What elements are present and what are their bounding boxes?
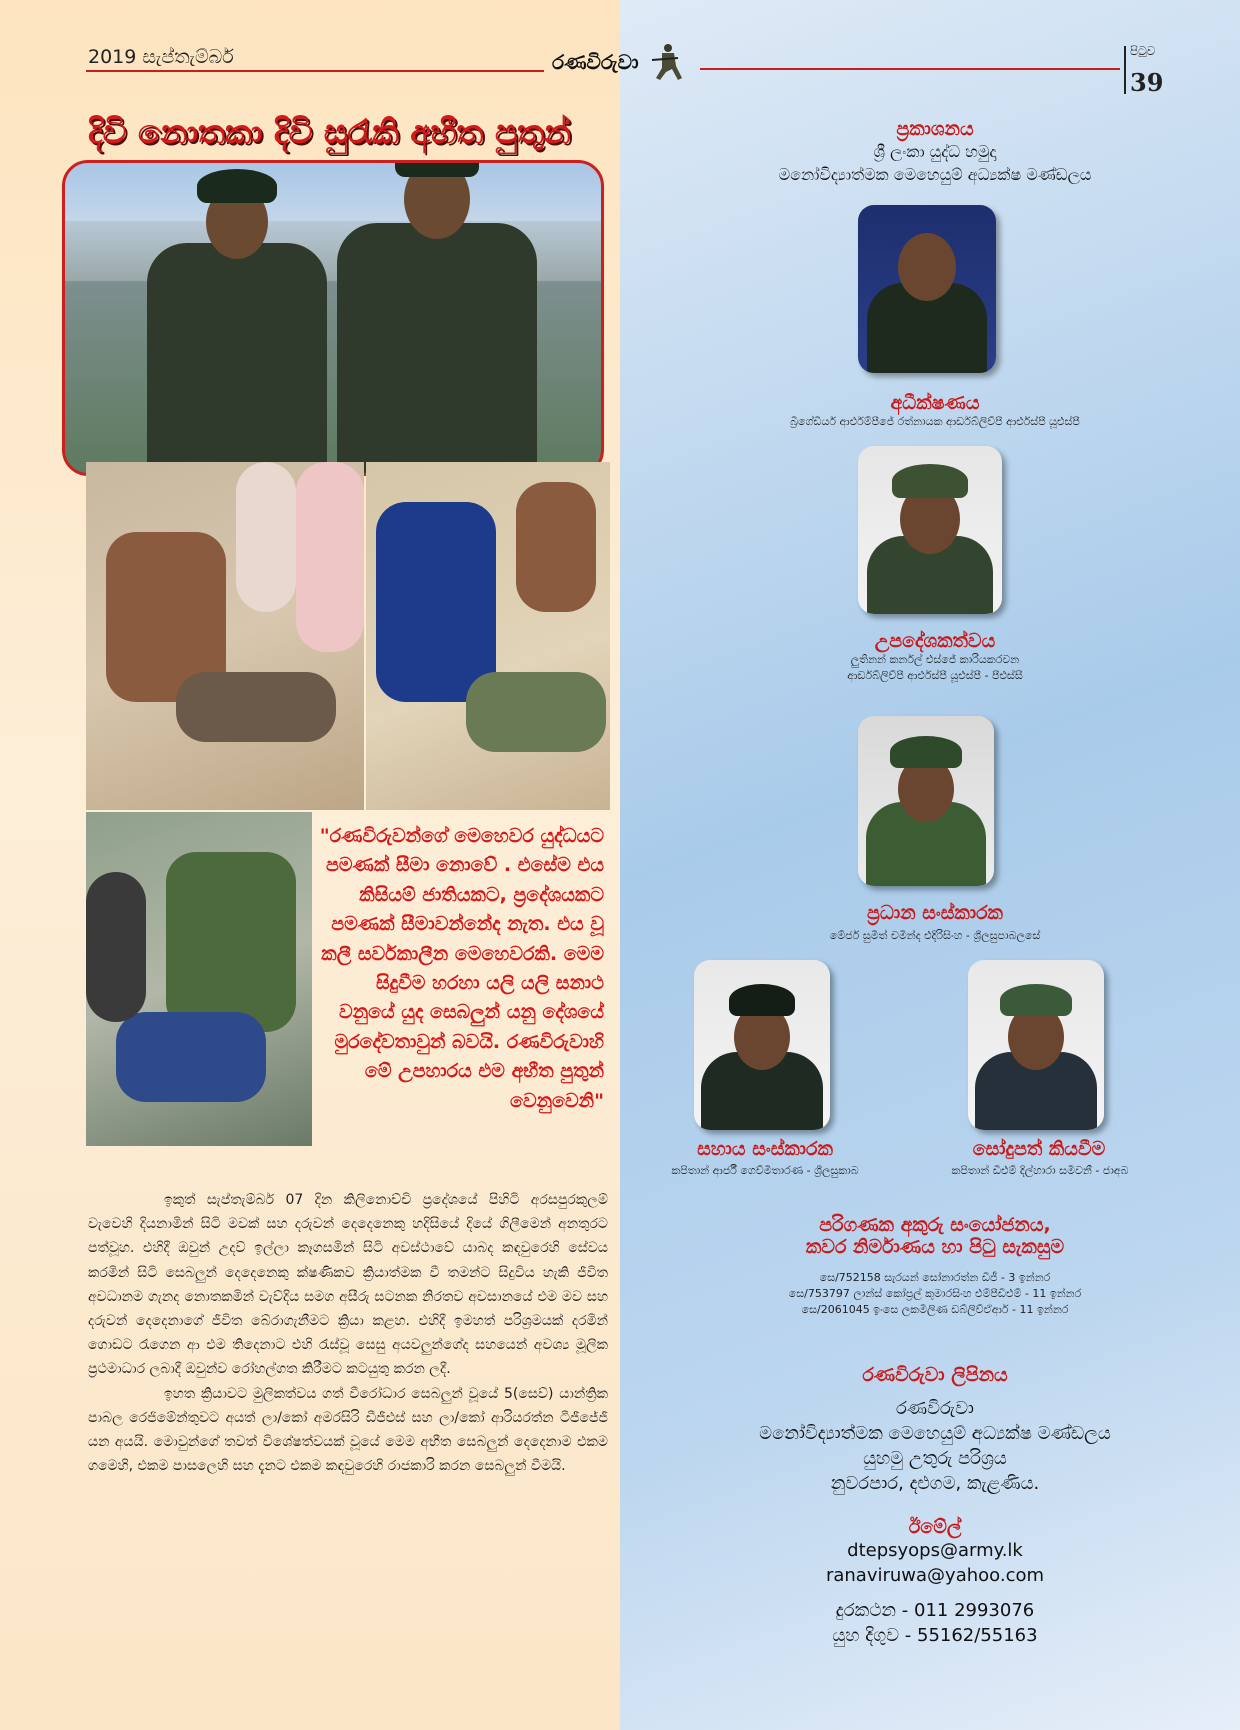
chief-editor-portrait bbox=[858, 716, 994, 886]
chief-editor-name: මේජර් සුමිත් චමින්ද එදිරිසිංහ - ශ්‍රීලසුපාබලසේ bbox=[829, 929, 1041, 942]
pull-quote: "රණවිරුවන්ගේ මෙහෙවර යුද්ධයට පමණක් සීමා නොවේ . එසේම එය කිසියම් ජාතියකට, ප්‍රදේශයකට පමණක් සීමාවන්නේද නැත. එය වූ කලී සර්වකාලීන මෙහෙවරකි. මෙම සිදුවීම හරහා යලි යලි සනාථ වනුයේ යුද සෙබලුන් යනු දේශයේ මුරදේවතාවුන් බවයි. රණවිරුවාහි මේ උපහාරය එම අභීත පුතුන් වෙනුවෙනි" bbox=[319, 825, 604, 1112]
page-number: 39 bbox=[1130, 68, 1164, 97]
peaked-cap bbox=[890, 736, 962, 768]
advisor-block bbox=[640, 630, 1230, 684]
face bbox=[898, 233, 956, 301]
proofreader-portrait bbox=[968, 960, 1104, 1130]
supervisor-portrait bbox=[858, 205, 996, 373]
peaked-cap bbox=[1000, 984, 1072, 1016]
phone-separator: - bbox=[901, 1600, 914, 1621]
rescue-photo-3 bbox=[86, 812, 312, 1146]
victim-figure bbox=[466, 672, 606, 752]
article-body bbox=[88, 1188, 608, 1478]
office-line2: මනෝවිද්‍යාත්මක මෙහෙයුම් අධ්‍යක්ෂ මණ්ඩලය bbox=[759, 1423, 1111, 1444]
bystander-figure bbox=[236, 462, 296, 612]
email-yahoo[interactable]: ranaviruwa@yahoo.com bbox=[825, 1565, 1045, 1586]
body-paragraph: ඉකුත් සැප්තැම්බර් 07 දින කිලිනොච්චි ප්‍රදේශයේ පිහිටි අරසපුරකුලම් වැවෙහි දියනාමින් සිටි මවක් සහ දරුවන් දෙදෙනෙකු හදිසියේ දියේ ගිලීමෙන් අනතුරට පත්වූහ. එහිදී ඔවුන් උදව් ඉල්ලා කෑගසමින් සිටි අවස්ථාවේ යාබද කඳවුරෙහි සේවය කරමින් සිටි සෙබලුන් දෙදෙනෙකු ක්ෂණිකව ක්‍රියාත්මක වී තමන්ට සිදුවිය හැකි ජීවිත අවධානම ගැනද නොතකමින් වැව්දිය සමග අසීරු සටනක නිරතව අවසානයේ එම මව සහ දරුවන් දෙදෙනාගේ ජීවිත බේරාගැනීමට ක්‍රියා කළහ. එහිදී ඉමහත් පරිශ්‍රමයක් දරමින් ගොඩට රැගෙන ආ එම තිදෙනාට එහි රැස්වූ සෙසු අයවලුන්ගේද සහයෙන් අවශ්‍ය මූලික ප්‍රථමාධාර ලබාදී ඔවුන්ව රෝහල්ගත කිරීමට කටයුතු කරන ලදී. bbox=[88, 1192, 608, 1378]
rescue-photo-1 bbox=[86, 462, 364, 810]
soldiers-photo bbox=[62, 160, 604, 476]
body-paragraph: ඉහත ක්‍රියාවට මුලිකත්වය ගත් වීරෝධාර සෙබලුන් වූයේ 5(සෙව්) යාන්ත්‍රික පාබල රෙජිමේන්තුවට අයත් ලා/කෝ අමරසිරි ඩීජීඑස් සහ ලා/කෝ ආරියරත්න ටීජීජේජී යන අයයි. මොවුන්ගේ තවත් විශේෂත්වයක් වූයේ මෙම අභීත සෙබලුන් දෙදෙනාම එකම ගමෙහි, එකම පාසලෙහි සහ දැනට එකම කඳවුරෙහි රාජකාරි කරන සෙබලුන් වීමයි. bbox=[88, 1385, 608, 1475]
asst-editor-name: කපිතාන් ආර්ජී ගෙව්මිතාරණ - ශ්‍රීලසුකාබ bbox=[671, 1164, 859, 1177]
military-phone-label: යුහ දිගුව bbox=[832, 1625, 900, 1646]
victim-figure bbox=[176, 672, 336, 742]
phone-number[interactable]: 011 2993076 bbox=[914, 1600, 1035, 1621]
office-title: රණවිරුවා ලිපිනය bbox=[862, 1364, 1008, 1386]
magazine-logo: රණවිරුවා bbox=[552, 50, 639, 74]
military-phone-number[interactable]: 55162/55163 bbox=[917, 1625, 1038, 1646]
peaked-cap bbox=[892, 464, 968, 498]
asst-editor-portrait bbox=[694, 960, 830, 1130]
bystander-figure bbox=[86, 872, 146, 1022]
bystander-figure bbox=[296, 462, 364, 652]
header-rule-right bbox=[700, 68, 1120, 70]
military-phone-separator: - bbox=[904, 1625, 917, 1646]
supervision-block bbox=[640, 392, 1230, 430]
victim-figure bbox=[116, 1012, 266, 1102]
phone-label: දුරකථන bbox=[835, 1600, 897, 1621]
page-label: පිටුව bbox=[1130, 44, 1156, 58]
advisor-title: උපදේශකත්වය bbox=[874, 630, 996, 652]
chief-editor-title: ප්‍රධාන සංස්කාරක bbox=[867, 902, 1003, 924]
typesetting-title-line1: පරිගණක අකුරු සංයෝජනය, bbox=[819, 1214, 1051, 1236]
rescuer-figure bbox=[376, 502, 496, 702]
advisor-name-line1: ලුතිනන් කර්නල් එස්ජේ කාරියකරවන bbox=[850, 653, 1020, 666]
asst-editor-title: සහාය සංස්කාරක bbox=[697, 1138, 833, 1160]
soldier-beret bbox=[197, 169, 277, 203]
peaked-cap bbox=[729, 984, 795, 1016]
typesetter-2: සෙ/753797 ලාන්ස් කෝප්‍රල් කුමාරසිංහ එම්පීඩීඑම් - 11 ඉන්නර bbox=[788, 1287, 1082, 1300]
email-title: ඊමේල් bbox=[908, 1516, 962, 1538]
publisher-line1: ශ්‍රී ලංකා යුද්ධ හමුදා bbox=[873, 142, 997, 161]
soldier-figure bbox=[147, 243, 327, 473]
header-divider bbox=[1124, 46, 1126, 94]
header-rule-left bbox=[86, 70, 544, 72]
supervision-title: අධීක්ෂණය bbox=[890, 392, 980, 414]
email-army[interactable]: dtepsyops@army.lk bbox=[847, 1540, 1023, 1561]
advisor-portrait bbox=[858, 446, 1002, 614]
proofreader-name: කපිතාන් ඩීඑම් දිල්හාරා සමීවනී - ජාඅබ bbox=[951, 1164, 1129, 1177]
rescue-photo-2 bbox=[366, 462, 610, 810]
article-title: දිවි නොතකා දිවි සුරැකි අභීත පුතුන් bbox=[88, 112, 571, 151]
publisher-block bbox=[640, 118, 1230, 186]
publisher-title: ප්‍රකාශනය bbox=[896, 118, 974, 140]
typesetting-block bbox=[640, 1214, 1230, 1318]
typesetting-title-line2: කවර නිර්මාණය හා පිටු සැකසුම bbox=[805, 1236, 1065, 1258]
office-address-block bbox=[640, 1364, 1230, 1496]
office-line1: රණවිරුවා bbox=[896, 1398, 974, 1419]
typesetter-1: සෙ/752158 සැරයන් සෝනාරත්න ඩීජී - 3 ඉන්නර bbox=[819, 1271, 1051, 1284]
issue-date: 2019 සැප්තැම්බර් bbox=[88, 46, 234, 68]
chief-editor-block bbox=[640, 902, 1230, 944]
phone-row bbox=[640, 1598, 1230, 1623]
soldier-rescuer-figure bbox=[166, 852, 296, 1032]
typesetter-3: සෙ/2061045 ඉංසෙ ලකමිලිණ ඩබ්ලිව්ඒආර් - 11 ඉන්නර bbox=[801, 1303, 1069, 1316]
soldier-beret bbox=[395, 160, 479, 177]
proofreading-title: සෝදුපත් කියවීම bbox=[972, 1138, 1106, 1160]
soldier-logo-icon bbox=[648, 42, 686, 82]
supervision-name: බ්‍රිගේඩියර් ආර්එම්පීජේ රත්නායක ආර්ඩබ්ලිව්පී ආර්එස්පී යූඑස්පී bbox=[790, 415, 1080, 428]
publisher-line2: මනෝවිද්‍යාත්මක මෙහෙයුම් අධ්‍යක්ෂ මණ්ඩලය bbox=[778, 165, 1092, 184]
office-line3: යුහමු උතුරු පරිශ්‍රය bbox=[863, 1448, 1007, 1469]
rescuer-figure bbox=[516, 482, 596, 612]
advisor-name-line2: ආර්ඩබ්ලිව්පී ආර්එස්පී යූඑස්පී - පීඑස්සී bbox=[847, 669, 1023, 682]
office-line4: නුවරපාර, දළුගම, කැළණිය. bbox=[830, 1473, 1040, 1494]
contact-block bbox=[640, 1516, 1230, 1648]
soldier-figure bbox=[337, 223, 537, 473]
military-phone-row bbox=[640, 1623, 1230, 1648]
